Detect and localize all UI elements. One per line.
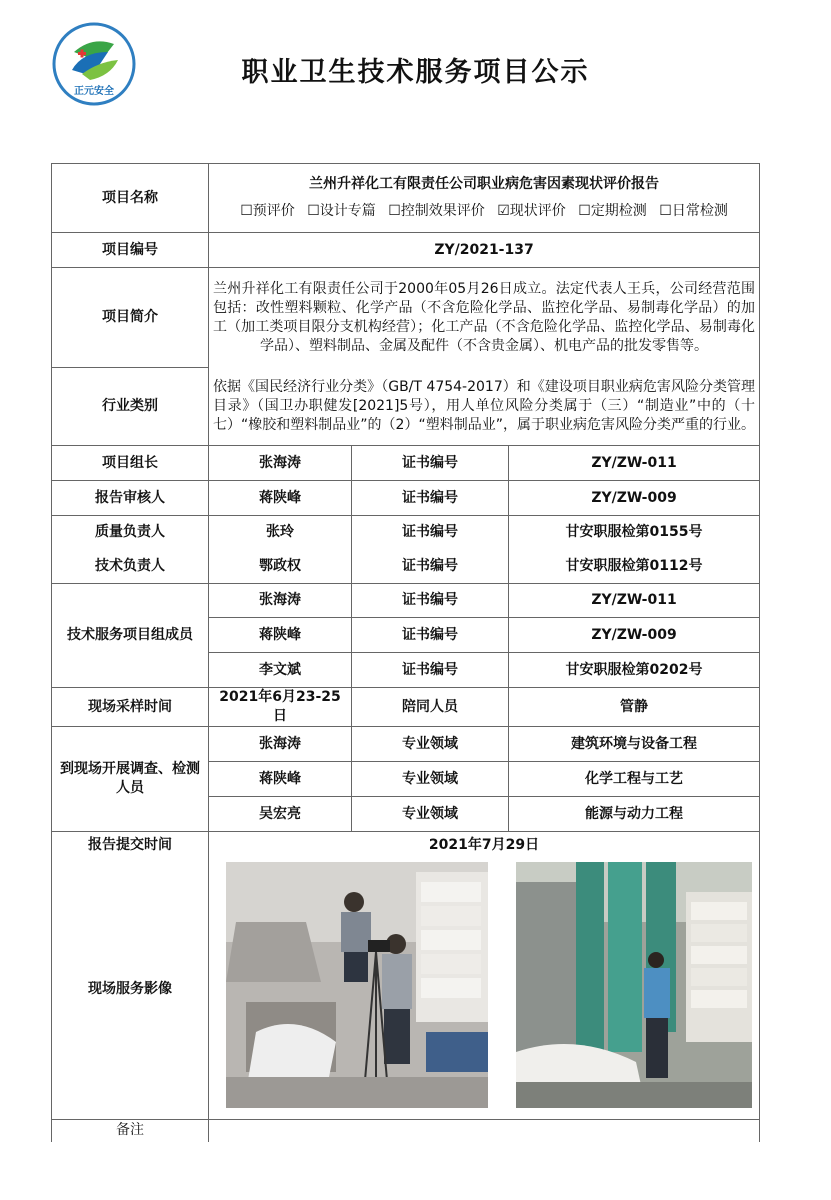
survey-label: 到现场开展调查、检测人员 <box>52 727 209 832</box>
field-label: 专业领域 <box>352 762 509 797</box>
logo-text: 正元安全 <box>74 86 114 97</box>
person-row <box>52 446 760 481</box>
cert-label: 证书编号 <box>352 446 509 481</box>
remarks-row <box>52 1120 760 1142</box>
team-member-name: 李文斌 <box>209 653 352 688</box>
cert-label: 证书编号 <box>352 550 509 584</box>
person-cert: 甘安职服检第0112号 <box>509 550 760 584</box>
field-label: 专业领域 <box>352 797 509 832</box>
project-intro-label: 项目简介 <box>52 268 209 368</box>
photos-cell <box>209 860 760 1120</box>
person-role: 技术负责人 <box>52 550 209 584</box>
project-number-value: ZY/2021-137 <box>209 233 760 268</box>
cert-label: 证书编号 <box>352 618 509 653</box>
team-member-name: 蒋陕峰 <box>209 618 352 653</box>
option-pre-eval[interactable]: ☐预评价 <box>240 203 295 219</box>
person-name: 张玲 <box>209 516 352 550</box>
photos-label: 现场服务影像 <box>52 860 209 1120</box>
sampling-value: 2021年6月23-25日 <box>209 688 352 727</box>
industry-label: 行业类别 <box>52 368 209 446</box>
project-intro-row <box>52 268 760 368</box>
cert-label: 证书编号 <box>352 481 509 516</box>
checkbox-icon: ☐ <box>578 203 591 219</box>
remarks-label: 备注 <box>52 1120 209 1142</box>
survey-member-name: 张海涛 <box>209 727 352 762</box>
project-number-label: 项目编号 <box>52 233 209 268</box>
sampling-label: 现场采样时间 <box>52 688 209 727</box>
survey-member-field: 化学工程与工艺 <box>509 762 760 797</box>
remarks-value[interactable] <box>209 1120 760 1142</box>
submit-row <box>52 832 760 860</box>
person-cert: ZY/ZW-011 <box>509 446 760 481</box>
person-name: 蒋陕峰 <box>209 481 352 516</box>
industry-value: 依据《国民经济行业分类》（GB/T 4754-2017）和《建设项目职业病危害风险分类管理目录》（国卫办职健发[2021]5号），用人单位风险分类属于（三）“制造业”中的（十七）“橡胶和塑料制品业”的（2）“塑料制品业”，属于职业病危害风险分类严重的行业。 <box>213 378 756 433</box>
cert-label: 证书编号 <box>352 653 509 688</box>
submit-value: 2021年7月29日 <box>209 832 760 860</box>
project-name-label: 项目名称 <box>52 164 209 233</box>
team-member-cert: 甘安职服检第0202号 <box>509 653 760 688</box>
person-role: 报告审核人 <box>52 481 209 516</box>
project-name-value: 兰州升祥化工有限责任公司职业病危害因素现状评价报告 <box>309 176 660 192</box>
checkbox-icon: ☐ <box>388 203 401 219</box>
person-cert: ZY/ZW-009 <box>509 481 760 516</box>
project-intro-value: 兰州升祥化工有限责任公司于2000年05月26日成立。法定代表人王兵，公司经营范围包括：改性塑料颗粒、化学产品（不含危险化学品、监控化学品、易制毒化学品）的加工（加工类项目限分支机构经营）；化工产品（不含危险化学品、监控化学品、易制毒化学品）、塑料制品、金属及配件（不含贵金属）、机电产品的批发零售等。 <box>213 280 756 354</box>
survey-member-field: 建筑环境与设备工程 <box>509 727 760 762</box>
photos-row <box>52 860 760 1120</box>
project-name-cell <box>209 164 760 233</box>
project-type-options <box>213 202 755 221</box>
person-row <box>52 550 760 584</box>
submit-label: 报告提交时间 <box>52 832 209 860</box>
survey-member-name: 蒋陕峰 <box>209 762 352 797</box>
option-control-effect[interactable]: ☐控制效果评价 <box>388 203 485 219</box>
sampling-row <box>52 688 760 727</box>
project-name-row <box>52 164 760 233</box>
person-row <box>52 481 760 516</box>
cert-label: 证书编号 <box>352 516 509 550</box>
checkbox-icon: ☐ <box>307 203 320 219</box>
escort-label: 陪同人员 <box>352 688 509 727</box>
escort-value: 管静 <box>509 688 760 727</box>
team-row <box>52 584 760 618</box>
option-status-eval[interactable]: ☑现状评价 <box>497 203 566 219</box>
person-cert: 甘安职服检第0155号 <box>509 516 760 550</box>
field-label: 专业领域 <box>352 727 509 762</box>
team-member-cert: ZY/ZW-011 <box>509 584 760 618</box>
site-photo-1 <box>226 862 488 1108</box>
survey-row <box>52 727 760 762</box>
page-title: 职业卫生技术服务项目公示 <box>241 57 590 88</box>
option-design[interactable]: ☐设计专篇 <box>307 203 376 219</box>
team-member-cert: ZY/ZW-009 <box>509 618 760 653</box>
option-daily-test[interactable]: ☐日常检测 <box>659 203 728 219</box>
person-name: 张海涛 <box>209 446 352 481</box>
project-number-row <box>52 233 760 268</box>
person-name: 鄂政权 <box>209 550 352 584</box>
project-table <box>51 163 760 1142</box>
team-label: 技术服务项目组成员 <box>52 584 209 688</box>
checkbox-icon: ☐ <box>659 203 672 219</box>
survey-member-field: 能源与动力工程 <box>509 797 760 832</box>
industry-row <box>52 368 760 446</box>
site-photo-2 <box>516 862 752 1108</box>
person-role: 质量负责人 <box>52 516 209 550</box>
industry-cell <box>209 368 760 446</box>
checked-checkbox-icon: ☑ <box>497 203 510 219</box>
person-role: 项目组长 <box>52 446 209 481</box>
person-row <box>52 516 760 550</box>
option-periodic-test[interactable]: ☐定期检测 <box>578 203 647 219</box>
team-member-name: 张海涛 <box>209 584 352 618</box>
survey-member-name: 吴宏亮 <box>209 797 352 832</box>
cert-label: 证书编号 <box>352 584 509 618</box>
checkbox-icon: ☐ <box>240 203 253 219</box>
project-intro-cell <box>209 268 760 368</box>
